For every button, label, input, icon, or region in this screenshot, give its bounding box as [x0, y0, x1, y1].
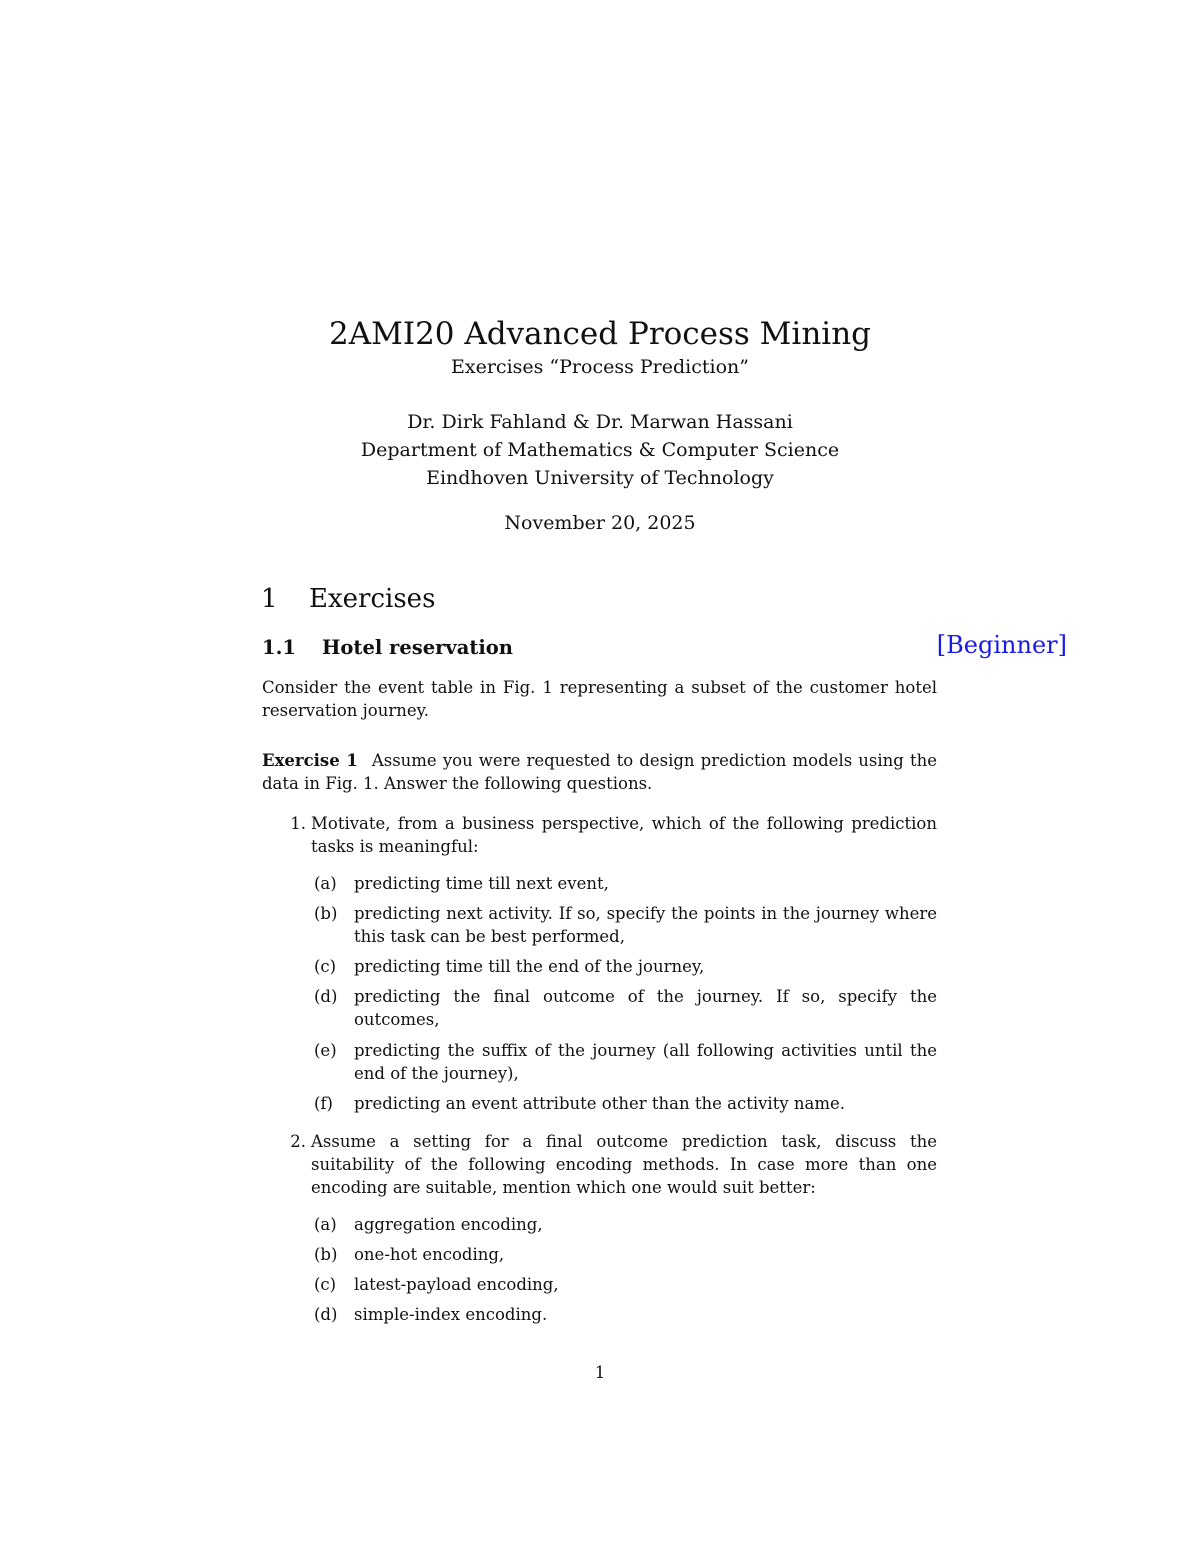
subitem-marker: (c) — [314, 1275, 337, 1294]
subitem-marker: (d) — [314, 987, 338, 1006]
subitem-marker: (d) — [314, 1305, 338, 1324]
subitem-marker: (e) — [314, 1041, 337, 1060]
subsection-number: 1.1 — [262, 636, 296, 659]
document-date: November 20, 2025 — [504, 512, 696, 534]
item-text: Motivate, from a business perspective, which of the following prediction tasks is meaningful: — [311, 814, 937, 856]
section-number: 1 — [261, 584, 278, 614]
section-heading — [261, 584, 435, 614]
subitem-text: aggregation encoding, — [354, 1215, 543, 1234]
document-subtitle: Exercises “Process Prediction” — [451, 356, 749, 378]
exercise-text: Assume you were requested to design prediction models using the data in Fig. 1. Answer the following questions. — [262, 751, 937, 793]
item-marker: 1. — [290, 814, 306, 833]
difficulty-level-link[interactable]: [Beginner] — [936, 631, 1067, 659]
subitem-marker: (a) — [314, 874, 337, 893]
university: Eindhoven University of Technology — [426, 467, 774, 489]
exercise-label: Exercise 1 — [262, 751, 358, 770]
document-title: 2AMI20 Advanced Process Mining — [328, 316, 872, 352]
authors: Dr. Dirk Fahland & Dr. Marwan Hassani — [407, 411, 793, 433]
subitem-marker: (c) — [314, 957, 337, 976]
subitem-text: latest-payload encoding, — [354, 1275, 559, 1294]
subitem-text: predicting an event attribute other than the activity name. — [354, 1094, 846, 1113]
subitem-text: predicting the suffix of the journey (all following activities until the end of the journey), — [354, 1041, 937, 1083]
subitem-text: one-hot encoding, — [354, 1245, 505, 1264]
subitem-text: predicting next activity. If so, specify the points in the journey where this task can be best performed, — [354, 904, 937, 946]
exercise-paragraph — [262, 749, 937, 795]
subitem-marker: (f) — [314, 1094, 333, 1113]
item-marker: 2. — [290, 1132, 306, 1151]
department: Department of Mathematics & Computer Science — [360, 439, 840, 461]
subsection-heading — [262, 636, 513, 659]
subitem-marker: (b) — [314, 1245, 338, 1264]
subitem-marker: (a) — [314, 1215, 337, 1234]
subitem-text: predicting time till the end of the journey, — [354, 957, 705, 976]
subitem-text: predicting time till next event, — [354, 874, 609, 893]
section-title: Exercises — [309, 584, 436, 614]
intro-paragraph: Consider the event table in Fig. 1 representing a subset of the customer hotel reservation journey. — [262, 678, 937, 720]
page-number: 1 — [594, 1363, 606, 1382]
subitem-marker: (b) — [314, 904, 338, 923]
subitem-text: simple-index encoding. — [354, 1305, 548, 1324]
subsection-title: Hotel reservation — [322, 636, 513, 659]
item-text: Assume a setting for a final outcome prediction task, discuss the suitability of the following encoding methods. In case more than one encoding are suitable, mention which one would suit better: — [311, 1132, 937, 1197]
subitem-text: predicting the final outcome of the journey. If so, specify the outcomes, — [354, 987, 937, 1029]
